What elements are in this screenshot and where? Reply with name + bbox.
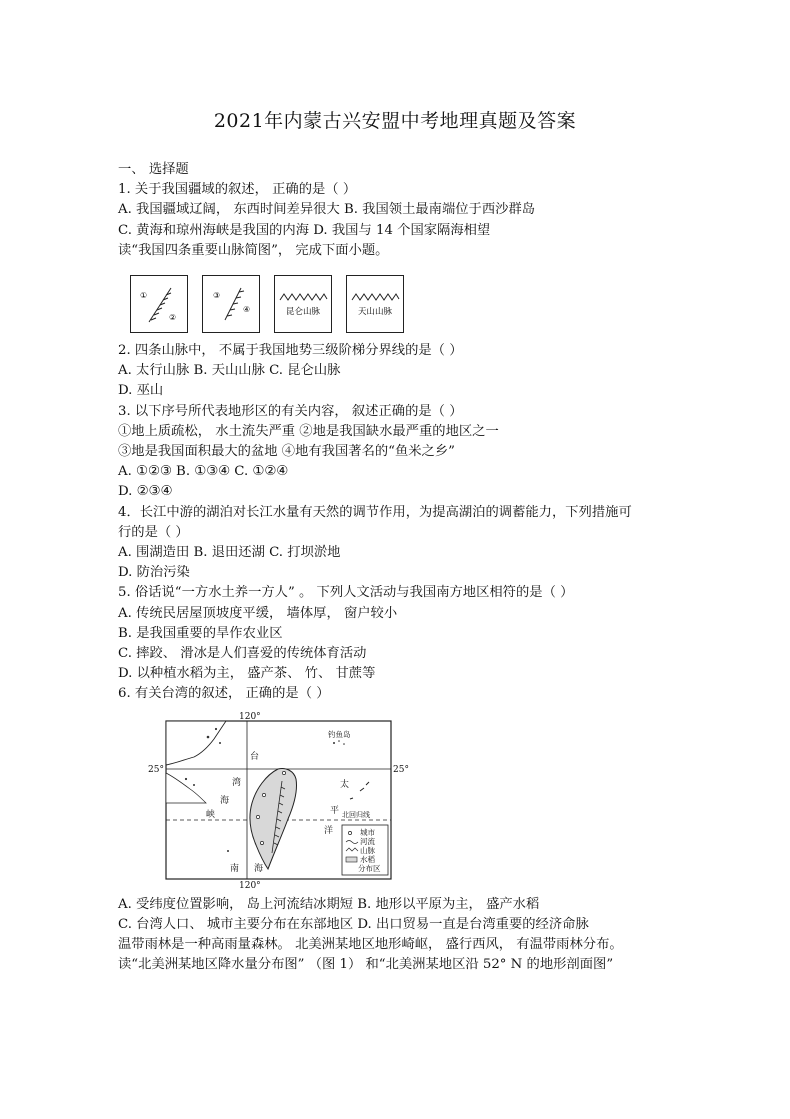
lat-left: 25° — [148, 764, 164, 775]
mountain-box-kunlun — [274, 275, 332, 333]
mountain-figures — [130, 275, 678, 333]
pacific-char-2: 平 — [330, 805, 340, 816]
q5-option-c: C. 摔跤、 滑冰是人们喜爱的传统体育活动 — [118, 646, 367, 662]
diaoyu-label: 钓鱼岛 — [328, 729, 351, 739]
legend-rice: 水稻 — [360, 854, 375, 864]
mountain-box-1 — [130, 275, 188, 333]
legend-city: 城市 — [360, 827, 375, 837]
lon-top: 120° — [239, 711, 261, 722]
q1-stem: 1. 关于我国疆域的叙述， 正确的是（ ） — [118, 182, 357, 198]
q3-statements-34: ③地是我国面积最大的盆地 ④地有我国著名的“鱼米之乡” — [118, 444, 455, 460]
south-sea-char-1: 南 — [230, 863, 240, 874]
pacific-char-3: 洋 — [324, 825, 334, 836]
box2-label-3: ③ — [213, 291, 221, 301]
lat-right: 25° — [393, 764, 409, 775]
q5-stem: 5. 俗话说“一方水土养一方人” 。 下列人文活动与我国南方地区相符的是（ ） — [118, 585, 574, 601]
strait-char-1: 台 — [250, 751, 260, 762]
q1-options-ab: A. 我国疆域辽阔， 东西时间差异很大 B. 我国领土最南端位于西沙群岛 — [118, 202, 536, 218]
q4-stem-1: 4．长江中游的湖泊对长江水量有天然的调节作用，为提高湖泊的调蓄能力，下列措施可 — [118, 504, 632, 520]
q4-options-abc: A. 围湖造田 B. 退田还湖 C. 打坝淤地 — [118, 545, 341, 561]
q4-option-d: D. 防治污染 — [118, 565, 190, 581]
box1-label-2: ② — [169, 313, 177, 323]
kunlun-label: 昆仑山脉 — [285, 307, 321, 318]
q3-options-abc: A. ①②③ B. ①③④ C. ①②④ — [118, 464, 289, 480]
box1-label-1: ① — [140, 291, 148, 301]
legend-mountain: 山脉 — [360, 845, 375, 855]
taiwan-map — [146, 711, 409, 891]
mountain-box-tianshan — [346, 275, 404, 333]
q2-stem: 2. 四条山脉中， 不属于我国地势三级阶梯分界线的是（ ） — [118, 343, 463, 359]
legend-region: 分布区 — [358, 863, 381, 873]
mountain-intro: 读“我国四条重要山脉简图”， 完成下面小题。 — [118, 242, 389, 258]
q2-option-d: D. 巫山 — [118, 383, 164, 399]
tianshan-label: 天山山脉 — [357, 307, 393, 318]
q3-stem: 3. 以下序号所代表地形区的有关内容， 叙述正确的是（ ） — [118, 403, 463, 419]
lon-bottom: 120° — [239, 880, 261, 891]
q6-options-cd: C. 台湾人口、 城市主要分布在东部地区 D. 出口贸易一直是台湾重要的经济命脉 — [118, 916, 589, 932]
exam-content — [118, 160, 678, 975]
q5-option-a: A. 传统民居屋顶坡度平缓， 墙体厚， 窗户较小 — [118, 605, 398, 621]
q3-option-d: D. ②③④ — [118, 484, 173, 500]
q5-option-d: D. 以种植水稻为主， 盛产茶、 竹、 甘蔗等 — [118, 666, 376, 682]
q4-stem-2: 行的是（ ） — [118, 524, 189, 540]
mountain-box-2 — [202, 275, 260, 333]
q1-options-cd: C. 黄海和琼州海峡是我国的内海 D. 我国与 14 个国家隔海相望 — [118, 222, 491, 238]
figure-reference: 读“北美洲某地区降水量分布图” （图 1） 和“北美洲某地区沿 52° N 的地形剖面图” — [118, 957, 614, 973]
q6-stem: 6. 有关台湾的叙述， 正确的是（ ） — [118, 686, 330, 702]
tropic-label: 北回归线 — [342, 810, 370, 819]
box2-label-4: ④ — [243, 305, 251, 315]
section-heading: 一、 选择题 — [118, 162, 189, 177]
q2-options-abc: A. 太行山脉 B. 天山山脉 C. 昆仑山脉 — [118, 363, 341, 379]
south-sea-char-2: 海 — [254, 863, 264, 874]
rainforest-intro: 温带雨林是一种高雨量森林。 北美洲某地区地形崎岖， 盛行西风， 有温带雨林分布。 — [118, 937, 623, 953]
legend-river: 河流 — [360, 836, 375, 846]
strait-char-3: 海 — [220, 795, 230, 806]
page-title: 2021年内蒙古兴安盟中考地理真题及答案 — [213, 110, 577, 132]
q3-statements-12: ①地上质疏松， 水土流失严重 ②地是我国缺水最严重的地区之一 — [118, 423, 499, 439]
q6-options-ab: A. 受纬度位置影响， 岛上河流结冰期短 B. 地形以平原为主， 盛产水稻 — [118, 896, 540, 912]
pacific-char-1: 太 — [340, 779, 350, 790]
strait-char-2: 湾 — [232, 777, 242, 788]
q5-option-b: B. 是我国重要的旱作农业区 — [118, 625, 283, 641]
strait-char-4: 峡 — [206, 809, 216, 820]
